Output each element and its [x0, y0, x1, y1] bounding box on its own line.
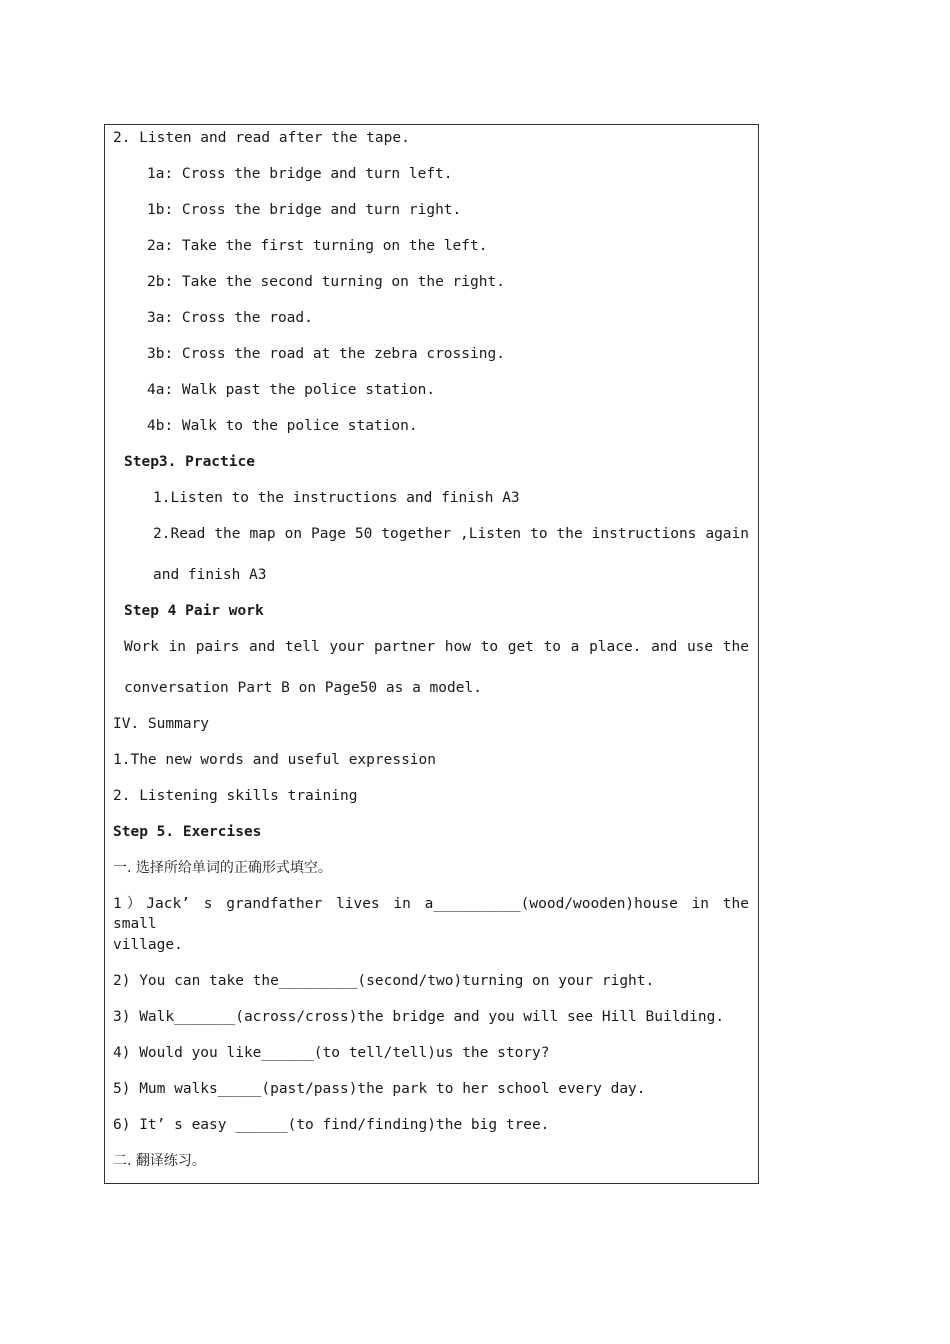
exercise-1-cont: village. — [113, 937, 183, 953]
exercise-6: 6) It’ s easy ______(to find/finding)the big tree. — [113, 1117, 550, 1133]
exercise-2: 2) You can take the_________(second/two)turning on your right. — [113, 973, 655, 989]
exercise-4: 4) Would you like______(to tell/tell)us the story? — [113, 1045, 550, 1061]
practice-item-2-cont: and finish A3 — [153, 567, 267, 583]
dialogue-line-4b: 4b: Walk to the police station. — [147, 418, 418, 434]
listen-heading: 2. Listen and read after the tape. — [113, 130, 410, 146]
dialogue-line-2a: 2a: Take the first turning on the left. — [147, 238, 488, 254]
practice-item-2: 2.Read the map on Page 50 together ,Listen to the instructions again — [153, 526, 749, 542]
dialogue-line-3a: 3a: Cross the road. — [147, 310, 313, 326]
exercise-section-1-title: 一. 选择所给单词的正确形式填空。 — [113, 860, 332, 876]
dialogue-line-2b: 2b: Take the second turning on the right. — [147, 274, 505, 290]
exercise-section-2-title: 二. 翻译练习。 — [113, 1153, 206, 1169]
exercise-5: 5) Mum walks_____(past/pass)the park to her school every day. — [113, 1081, 646, 1097]
exercise-1: 1）Jack’ s grandfather lives in a__________(wood/wooden)house in the small — [113, 896, 749, 932]
dialogue-line-1b: 1b: Cross the bridge and turn right. — [147, 202, 462, 218]
pair-work-text: Work in pairs and tell your partner how to get to a place. and use the — [124, 639, 749, 655]
summary-item-2: 2. Listening skills training — [113, 788, 358, 804]
step5-heading: Step 5. Exercises — [113, 824, 262, 840]
step3-heading: Step3. Practice — [124, 454, 255, 470]
exercise-3: 3) Walk_______(across/cross)the bridge and you will see Hill Building. — [113, 1009, 725, 1025]
practice-item-1: 1.Listen to the instructions and finish A3 — [153, 490, 520, 506]
summary-heading: IV. Summary — [113, 716, 210, 732]
pair-work-text-cont: conversation Part B on Page50 as a model. — [124, 680, 482, 696]
step4-heading: Step 4 Pair work — [124, 603, 264, 619]
dialogue-line-3b: 3b: Cross the road at the zebra crossing. — [147, 346, 505, 362]
summary-item-1: 1.The new words and useful expression — [113, 752, 437, 768]
dialogue-line-1a: 1a: Cross the bridge and turn left. — [147, 166, 453, 182]
dialogue-line-4a: 4a: Walk past the police station. — [147, 382, 436, 398]
